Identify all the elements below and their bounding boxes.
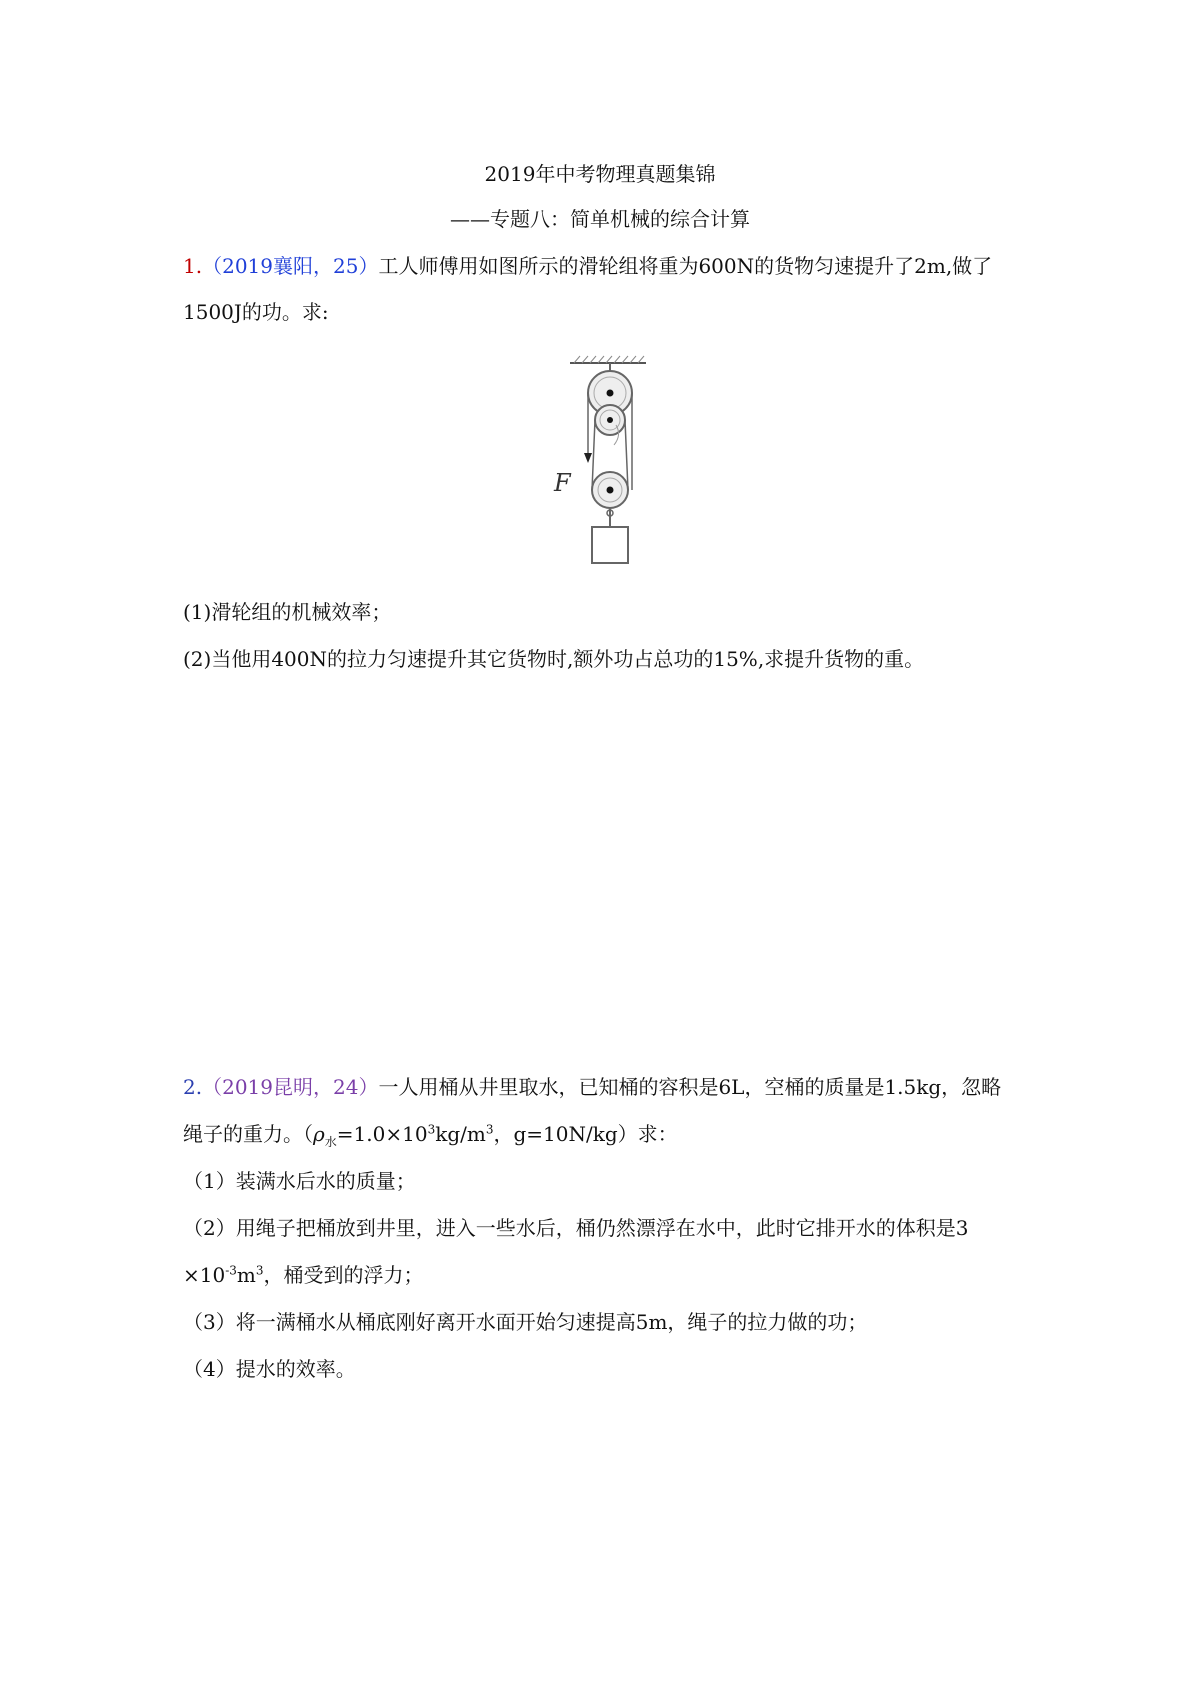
q2-text-d: ，g=10N/kg）求： xyxy=(493,1122,678,1146)
q2-sub2-a: ×10 xyxy=(183,1263,226,1287)
question-1-text: 工人师傅用如图所示的滑轮组将重为600N的货物匀速提升了2m,做了 xyxy=(378,254,993,278)
question-1-source: （2019襄阳，25） xyxy=(202,254,379,278)
rho-symbol: ρ xyxy=(313,1122,325,1146)
pulley-system-figure xyxy=(548,355,658,575)
pulley-diagram xyxy=(548,355,658,575)
question-2-sub-2-line-1: （2）用绳子把桶放到井里，进入一些水后，桶仍然漂浮在水中，此时它排开水的体积是3 xyxy=(183,1216,969,1240)
cargo-box xyxy=(592,527,628,563)
exponent-neg3: -3 xyxy=(225,1263,237,1278)
page-subtitle: ——专题八：简单机械的综合计算 xyxy=(450,207,750,231)
question-2-sub-3: （3）将一满桶水从桶底刚好离开水面开始匀速提高5m，绳子的拉力做的功； xyxy=(183,1310,868,1334)
ceiling-hatch xyxy=(574,356,644,363)
question-1-line-1 xyxy=(183,252,992,280)
exponent-3: 3 xyxy=(427,1122,436,1137)
question-2-source: （2019昆明，24） xyxy=(202,1075,379,1099)
page-title: 2019年中考物理真题集锦 xyxy=(484,162,716,186)
question-1-sub-2: (2)当他用400N的拉力匀速提升其它货物时,额外功占总功的15%,求提升货物的重。 xyxy=(183,647,925,671)
question-2-text: 一人用桶从井里取水，已知桶的容积是6L，空桶的质量是1.5kg，忽略 xyxy=(378,1075,1002,1099)
q2-text-a: 绳子的重力。（ xyxy=(183,1122,313,1146)
force-label: F xyxy=(554,469,571,497)
q2-sub2-c: ，桶受到的浮力； xyxy=(263,1263,424,1287)
question-2-number: 2. xyxy=(183,1075,203,1099)
question-1-number: 1. xyxy=(183,254,203,278)
question-2-sub-4: （4）提水的效率。 xyxy=(183,1357,356,1381)
question-2-sub-2-line-2 xyxy=(183,1261,424,1289)
question-1-line-2: 1500J的功。求: xyxy=(183,300,329,324)
question-2-line-1 xyxy=(183,1073,1001,1101)
force-arrow xyxy=(584,453,592,463)
q2-text-b: =1.0×10 xyxy=(336,1122,428,1146)
question-2-sub-1: （1）装满水后水的质量； xyxy=(183,1169,416,1193)
exponent-3c: 3 xyxy=(255,1263,264,1278)
exponent-3b: 3 xyxy=(485,1122,494,1137)
q2-sub2-b: m xyxy=(236,1263,256,1287)
question-1-sub-1: (1)滑轮组的机械效率； xyxy=(183,600,392,624)
question-2-line-2 xyxy=(183,1120,678,1148)
q2-text-c: kg/m xyxy=(435,1122,486,1146)
rho-subscript: 水 xyxy=(324,1135,337,1149)
